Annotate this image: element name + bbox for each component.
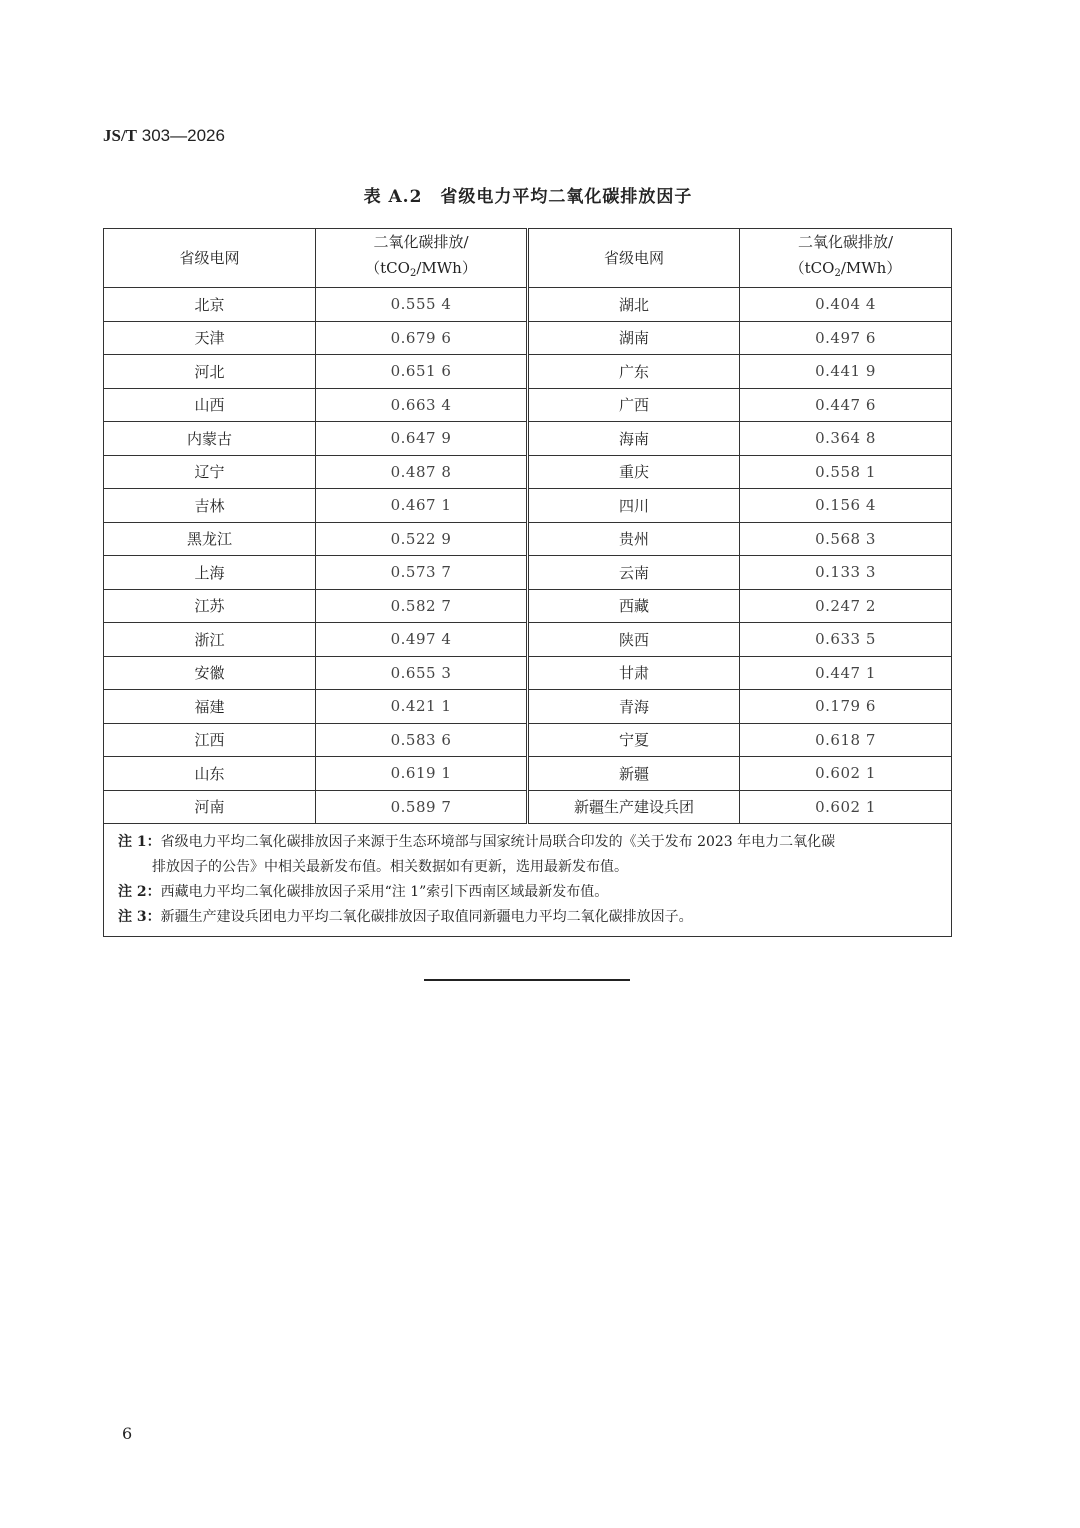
note-1-continued: 排放因子的公告》中相关最新发布值。相关数据如有更新，选用最新发布值。 — [152, 859, 628, 875]
factor-value-right: 0.568 3 — [740, 522, 952, 556]
factor-value-right: 0.179 6 — [740, 690, 952, 724]
grid-name-left: 安徽 — [104, 656, 316, 690]
table-row — [104, 556, 952, 590]
factor-value-right: 0.602 1 — [740, 790, 952, 824]
grid-name-right: 广东 — [528, 355, 740, 389]
factor-value-left: 0.487 8 — [316, 455, 528, 489]
header-grid-left: 省级电网 — [104, 229, 316, 288]
factor-value-left: 0.583 6 — [316, 723, 528, 757]
grid-name-right: 海南 — [528, 422, 740, 456]
factor-value-right: 0.364 8 — [740, 422, 952, 456]
grid-name-right: 重庆 — [528, 455, 740, 489]
grid-name-right: 新疆生产建设兵团 — [528, 790, 740, 824]
header-factor-right — [740, 229, 952, 288]
table-caption — [0, 182, 1056, 207]
table-number: 表 A.2 — [363, 187, 423, 207]
header-grid-right: 省级电网 — [528, 229, 740, 288]
factor-value-right: 0.133 3 — [740, 556, 952, 590]
factor-value-right: 0.404 4 — [740, 288, 952, 322]
unit-post: /MWh） — [416, 259, 477, 277]
factor-value-left: 0.655 3 — [316, 656, 528, 690]
factor-value-left: 0.522 9 — [316, 522, 528, 556]
factor-value-left: 0.582 7 — [316, 589, 528, 623]
note-text: 新疆生产建设兵团电力平均二氧化碳排放因子取值同新疆电力平均二氧化碳排放因子。 — [160, 909, 693, 925]
grid-name-right: 陕西 — [528, 623, 740, 657]
factor-value-left: 0.647 9 — [316, 422, 528, 456]
unit-pre: （tCO — [789, 259, 835, 277]
factor-value-right: 0.618 7 — [740, 723, 952, 757]
grid-name-right: 湖南 — [528, 321, 740, 355]
grid-name-right: 青海 — [528, 690, 740, 724]
factor-value-left: 0.663 4 — [316, 388, 528, 422]
note-1 — [118, 830, 943, 855]
header-factor-unit — [365, 259, 477, 277]
note-text: 西藏电力平均二氧化碳排放因子采用“注 1”索引下西南区域最新发布值。 — [160, 884, 609, 900]
grid-name-left: 江西 — [104, 723, 316, 757]
grid-name-left: 吉林 — [104, 489, 316, 523]
factor-value-right: 0.633 5 — [740, 623, 952, 657]
table-row — [104, 422, 952, 456]
factor-value-right: 0.247 2 — [740, 589, 952, 623]
table-row — [104, 522, 952, 556]
note-text: 省级电力平均二氧化碳排放因子来源于生态环境部与国家统计局联合印发的《关于发布 2023 年电力二氧化碳 — [160, 834, 836, 850]
grid-name-right: 新疆 — [528, 757, 740, 791]
table-row — [104, 355, 952, 389]
table-row — [104, 656, 952, 690]
end-of-document-rule — [424, 979, 630, 981]
grid-name-right: 云南 — [528, 556, 740, 590]
factor-value-left: 0.573 7 — [316, 556, 528, 590]
header-factor-left — [316, 229, 528, 288]
unit-post: /MWh） — [840, 259, 902, 277]
factor-value-right: 0.602 1 — [740, 757, 952, 791]
grid-name-right: 四川 — [528, 489, 740, 523]
factor-value-right: 0.447 1 — [740, 656, 952, 690]
grid-name-left: 山西 — [104, 388, 316, 422]
table-row — [104, 589, 952, 623]
factor-value-left: 0.651 6 — [316, 355, 528, 389]
grid-name-right: 广西 — [528, 388, 740, 422]
note-label: 注 2： — [118, 884, 161, 900]
table-row — [104, 455, 952, 489]
emission-factor-table — [103, 228, 952, 937]
standard-prefix: JS/T — [103, 126, 138, 145]
table-row — [104, 489, 952, 523]
grid-name-left: 山东 — [104, 757, 316, 791]
factor-value-left: 0.589 7 — [316, 790, 528, 824]
table-row — [104, 690, 952, 724]
header-factor-line1: 二氧化碳排放/ — [373, 233, 469, 251]
table-row — [104, 723, 952, 757]
note-3 — [118, 905, 943, 930]
unit-sub: 2 — [834, 268, 841, 279]
note-label: 注 1： — [118, 834, 161, 850]
header-factor-line1: 二氧化碳排放/ — [797, 233, 894, 251]
factor-value-right: 0.441 9 — [740, 355, 952, 389]
grid-name-left: 天津 — [104, 321, 316, 355]
table-row — [104, 288, 952, 322]
factor-value-left: 0.421 1 — [316, 690, 528, 724]
grid-name-left: 江苏 — [104, 589, 316, 623]
unit-sub: 2 — [409, 268, 417, 279]
table-row — [104, 757, 952, 791]
factor-value-right: 0.497 6 — [740, 321, 952, 355]
note-label: 注 3： — [118, 909, 161, 925]
grid-name-left: 河北 — [104, 355, 316, 389]
grid-name-left: 上海 — [104, 556, 316, 590]
grid-name-right: 湖北 — [528, 288, 740, 322]
grid-name-left: 福建 — [104, 690, 316, 724]
unit-pre: （tCO — [365, 259, 410, 277]
factor-value-right: 0.447 6 — [740, 388, 952, 422]
grid-name-right: 宁夏 — [528, 723, 740, 757]
factor-value-left: 0.467 1 — [316, 489, 528, 523]
table-title: 省级电力平均二氧化碳排放因子 — [440, 187, 693, 207]
grid-name-left: 河南 — [104, 790, 316, 824]
factor-value-left: 0.679 6 — [316, 321, 528, 355]
grid-name-right: 甘肃 — [528, 656, 740, 690]
header-factor-unit — [790, 259, 902, 277]
table-header-row — [104, 229, 952, 288]
grid-name-left: 浙江 — [104, 623, 316, 657]
grid-name-left: 黑龙江 — [104, 522, 316, 556]
factor-value-left: 0.497 4 — [316, 623, 528, 657]
table-notes-row — [104, 824, 952, 937]
grid-name-right: 西藏 — [528, 589, 740, 623]
grid-name-left: 内蒙古 — [104, 422, 316, 456]
factor-value-right: 0.558 1 — [740, 455, 952, 489]
table-row — [104, 623, 952, 657]
grid-name-left: 北京 — [104, 288, 316, 322]
running-header — [103, 126, 225, 146]
standard-number: 303—2026 — [141, 126, 225, 145]
table-row — [104, 388, 952, 422]
grid-name-left: 辽宁 — [104, 455, 316, 489]
factor-value-left: 0.555 4 — [316, 288, 528, 322]
table-row — [104, 321, 952, 355]
factor-value-right: 0.156 4 — [740, 489, 952, 523]
page-number: 6 — [122, 1424, 133, 1443]
table-notes — [104, 824, 952, 937]
note-2 — [118, 880, 943, 905]
grid-name-right: 贵州 — [528, 522, 740, 556]
table-row — [104, 790, 952, 824]
factor-value-left: 0.619 1 — [316, 757, 528, 791]
